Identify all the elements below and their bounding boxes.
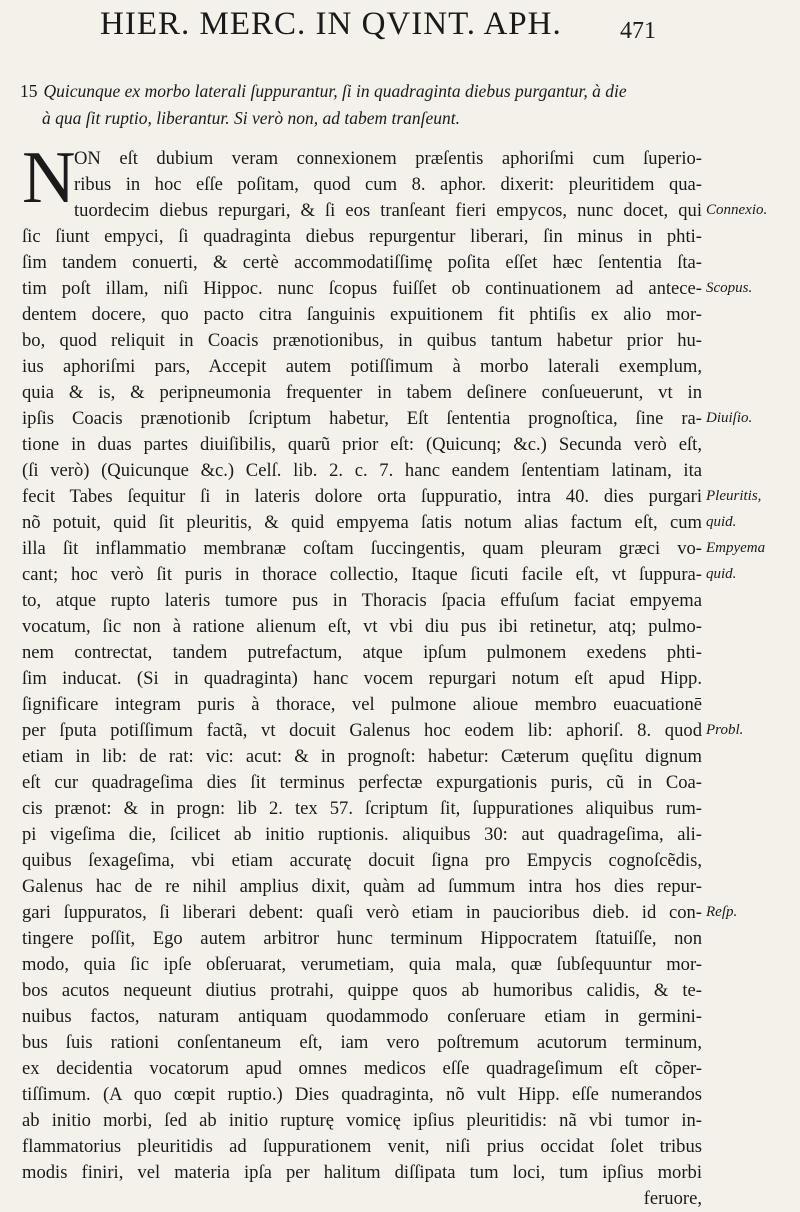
text-line: ſim inducat. (Si in quadraginta) hanc vocem repurgari notum eſt apud Hipp. (22, 668, 702, 689)
text-line: ipſis Coacis prænotionib ſcriptum habetur, Eſt ſententia prognoſtica, ſine ra- (22, 408, 702, 429)
margin-note: Empyema (706, 540, 766, 556)
text-line: nõ potuit, quid ſit pleuritis, & quid empyema ſatis notum alias factum eſt, cum (22, 512, 702, 533)
text-line: feruore, (643, 1188, 702, 1209)
margin-note: Diuiſio. (706, 410, 753, 426)
text-line: bus ſuis rationi conſentaneum eſt, iam vero poſtremum acutorum terminum, (22, 1032, 702, 1053)
aphorism-line: 15 Quicunque ex morbo laterali ſuppurantur, ſi in quadraginta diebus purgantur, à die (20, 81, 627, 101)
text-line: tione in duas partes diuiſibilis, quarũ prior eſt: (Quicunq; &c.) Secunda verò eſt, (22, 434, 702, 455)
margin-note: quid. (706, 566, 737, 582)
text-line: cant; hoc verò ſit puris in thorace collectio, Itaque ſicuti facile eſt, vt ſuppura- (22, 564, 702, 585)
running-title: HIER. MERC. IN QVINT. APH. (100, 6, 562, 42)
aphorism-line: à qua ſit ruptio, liberantur. Si verò non, ad tabem tranſeunt. (42, 108, 461, 128)
text-line: ſic ſiunt empyci, ſi quadraginta diebus repurgentur liberari, ſin minus in phti- (22, 226, 702, 247)
text-line: (ſi verò) (Quicunque &c.) Celſ. lib. 2. c. 7. hanc eandem ſententiam latinam, ita (22, 460, 702, 481)
page-number: 471 (620, 18, 656, 44)
text-line: ON eſt dubium veram connexionem præſentis aphoriſmi cum ſuperio- (74, 148, 702, 169)
text-line: ſim tandem conuerti, & certè accommodatiſſimę poſita eſſet hæc ſententia ſta- (22, 252, 702, 273)
text-line: cis prænot: & in progn: lib 2. tex 57. ſcriptum ſit, ſuppurationes aliquibus rum- (22, 798, 702, 819)
margin-note: Connexio. (706, 202, 768, 218)
text-line: nuibus factos, naturam antiquam quodammodo conſeruare etiam in germini- (22, 1006, 702, 1027)
text-line: tiſſimum. (A quo cœpit ruptio.) Dies quadraginta, nõ vult Hipp. eſſe numerandos (22, 1084, 702, 1105)
text-line: ſignificare integram puris à thorace, vel pulmone alioue membro euacuationē (22, 694, 702, 715)
text-line: to, atque rupto lateris tumore pus in Thoracis ſpacia effuſum faciat empyema (22, 590, 702, 611)
text-line: pi vigeſima die, ſcilicet ab initio ruptionis. aliquibus 30: aut quadrageſima, ali- (22, 824, 702, 845)
text-line: nem contrectat, tandem putrefactum, atque ipſum pulmonem exedens phti- (22, 642, 702, 663)
text-line: fecit Tabes ſequitur ſi in lateris dolore orta ſuppuratio, intra 40. dies purgari (22, 486, 702, 507)
text-line: ab initio morbi, ſed ab initio rupturę vomicę ipſius pleuritidis: nã vbi tumor in- (22, 1110, 702, 1131)
text-line: eſt cur quadrageſima dies ſit terminus perfectæ expurgationis puris, cũ in Coa- (22, 772, 702, 793)
text-line: bos acutos nequeunt diutius protrahi, quippe quos ab humoribus calidis, & te- (22, 980, 702, 1001)
margin-note: Scopus. (706, 280, 753, 296)
margin-note: Probl. (706, 722, 744, 738)
aphorism-number: 15 (20, 81, 38, 101)
text-line: tingere poſſit, Ego autem arbitror hunc terminum Hippocratem ſtatuiſſe, non (22, 928, 702, 949)
text-line: vocatum, ſic non à ratione alienum eſt, vt vbi diu pus ibi retinetur, atq; pulmo- (22, 616, 702, 637)
text-line: flammatorius pleuritidis ad ſuppurationem venit, niſi prius occidat ſolet tribus (22, 1136, 702, 1157)
margin-note: Pleuritis, (706, 488, 762, 504)
drop-cap: N (22, 137, 76, 219)
text-line: gari ſuppuratos, ſi liberari debent: quaſi verò etiam in paucioribus dieb. id con- (22, 902, 702, 923)
text-line: ex decidentia vocatorum apud omnes medicos eſſe quadrageſimum eſt cõper- (22, 1058, 702, 1079)
text-line: modo, quia ſic ipſe obſeruarat, verumetiam, quia mala, quæ ſubſequuntur mor- (22, 954, 702, 975)
aphorism-text (20, 78, 700, 132)
margin-note: Reſp. (706, 904, 738, 920)
text-line: dentem docere, quo pacto citra ſanguinis expuitionem fit phtiſis ex alio mor- (22, 304, 702, 325)
text-line: tim poſt illam, niſi Hippoc. nunc ſcopus fuiſſet ob continuationem ad antece- (22, 278, 702, 299)
text-line: Galenus hac de re nihil amplius dixit, quàm ad ſummum intra hos dies repur- (22, 876, 702, 897)
commentary-body (22, 137, 702, 1212)
text-line: modis finiri, vel materia ipſa per halitum diſſipata tum loci, tum ipſius morbi (22, 1162, 702, 1183)
running-header (100, 6, 700, 50)
text-line: ribus in hoc eſſe poſitam, quod cum 8. aphor. dixerit: pleuritidem qua- (74, 174, 702, 195)
text-line: quibus ſexageſima, vbi etiam accuratę docuit ſigna pro Empycis cognoſcẽdis, (22, 850, 702, 871)
text-line: ius aphoriſmi pars, Accepit autem potiſſimum à morbo laterali exemplum, (22, 356, 702, 377)
text-line: bo, quod reliquit in Coacis prænotionibus, in quibus tantum habetur prior hu- (22, 330, 702, 351)
text-line: tuordecim diebus repurgari, & ſi eos tranſeant fieri empycos, nunc docet, qui (74, 200, 702, 221)
text-line: quia & is, & peripneumonia frequenter in tabem deſinere conſueuerunt, vt in (22, 382, 702, 403)
text-line: etiam in lib: de rat: vic: acut: & in prognoſt: habetur: Cæterum quęſitu dignum (22, 746, 702, 767)
text-line: illa ſit inflammatio membranæ coſtam ſuccingentis, quam pleuram græci vo- (22, 538, 702, 559)
text-line: per ſputa potiſſimum factã, vt docuit Galenus hoc eodem lib: aphoriſ. 8. quod (22, 720, 702, 741)
margin-note: quid. (706, 514, 737, 530)
